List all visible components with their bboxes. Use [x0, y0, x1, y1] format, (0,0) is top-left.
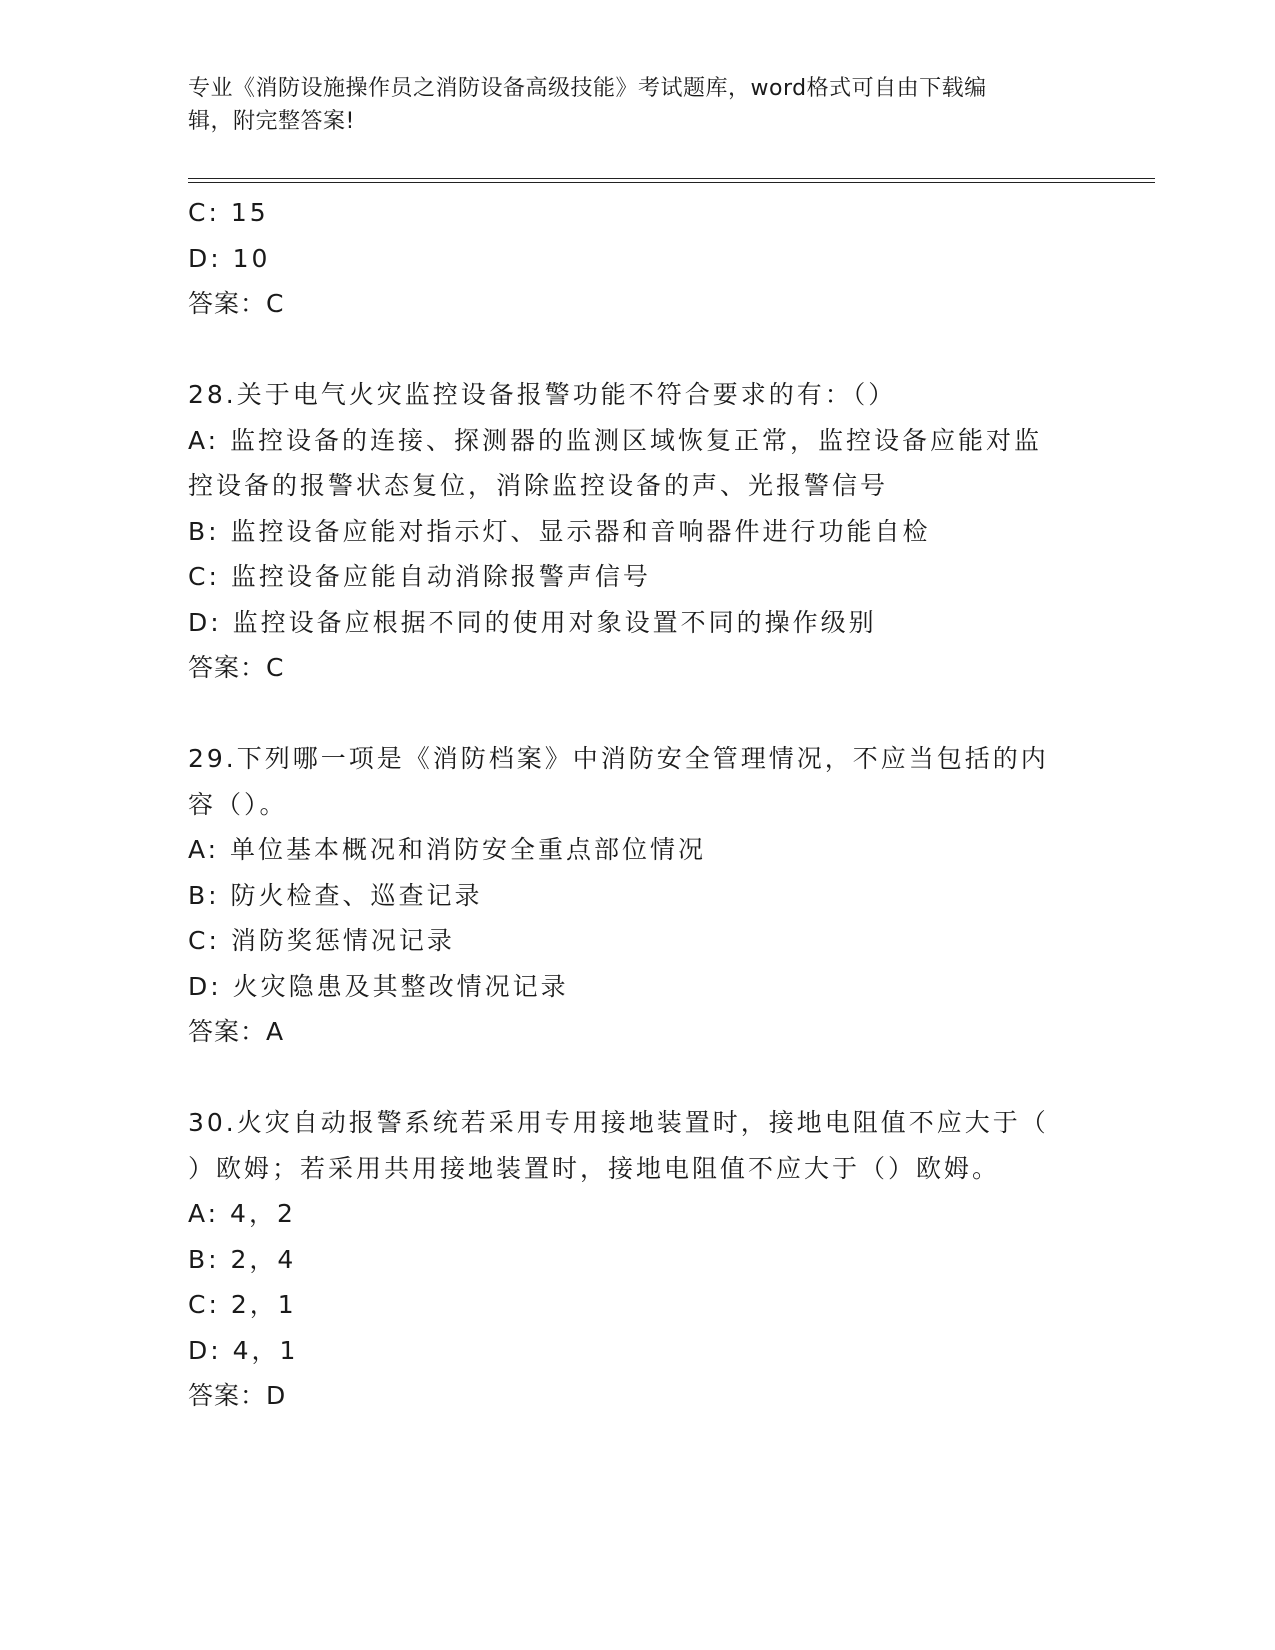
question-stem: 29.下列哪一项是《消防档案》中消防安全管理情况，不应当包括的内 — [188, 744, 1049, 773]
option-c: C: 消防奖惩情况记录 — [188, 926, 455, 955]
header-title-line-2: 辑，附完整答案! — [188, 109, 355, 134]
option-a: A: 4，2 — [188, 1199, 296, 1228]
option-a: A: 监控设备的连接、探测器的监测区域恢复正常，监控设备应能对监 — [188, 425, 1043, 455]
answer-line: 答案：C — [188, 653, 285, 682]
question-29 — [188, 736, 1088, 1055]
document-header — [188, 72, 1088, 138]
spacer — [188, 691, 1088, 737]
option-d: D: 监控设备应根据不同的使用对象设置不同的操作级别 — [188, 607, 877, 637]
option-b: B: 2，4 — [188, 1244, 297, 1274]
option-b: B: 防火检查、巡查记录 — [188, 880, 483, 910]
question-30 — [188, 1100, 1088, 1419]
spacer — [188, 327, 1088, 373]
option-c: C: 15 — [188, 198, 269, 227]
option-b: B: 监控设备应能对指示灯、显示器和音响器件进行功能自检 — [188, 516, 931, 546]
question-stem-continued: ）欧姆；若采用共用接地装置时，接地电阻值不应大于（）欧姆。 — [188, 1153, 1001, 1183]
option-d: D: 10 — [188, 243, 271, 273]
option-d: D: 火灾隐患及其整改情况记录 — [188, 971, 569, 1001]
option-a: A: 单位基本概况和消防安全重点部位情况 — [188, 835, 707, 864]
answer-line: 答案：D — [188, 1381, 287, 1410]
header-divider-bottom — [188, 182, 1155, 183]
question-stem: 28.关于电气火灾监控设备报警功能不符合要求的有：（） — [188, 380, 897, 409]
question-28 — [188, 372, 1088, 691]
header-title-line-1: 专业《消防设施操作员之消防设备高级技能》考试题库，word格式可自由下载编 — [188, 76, 987, 101]
question-list — [188, 190, 1088, 1419]
header-divider-top — [188, 178, 1155, 179]
answer-line: 答案：A — [188, 1017, 285, 1046]
answer-line: 答案：C — [188, 289, 285, 318]
option-d: D: 4，1 — [188, 1335, 299, 1365]
question-27-tail — [188, 190, 1088, 327]
question-stem-continued: 容（）。 — [188, 789, 288, 819]
spacer — [188, 1055, 1088, 1101]
option-a-continued: 控设备的报警状态复位，消除监控设备的声、光报警信号 — [188, 471, 889, 500]
question-stem: 30.火灾自动报警系统若采用专用接地装置时，接地电阻值不应大于（ — [188, 1108, 1049, 1137]
option-c: C: 2，1 — [188, 1290, 297, 1319]
option-c: C: 监控设备应能自动消除报警声信号 — [188, 562, 651, 591]
